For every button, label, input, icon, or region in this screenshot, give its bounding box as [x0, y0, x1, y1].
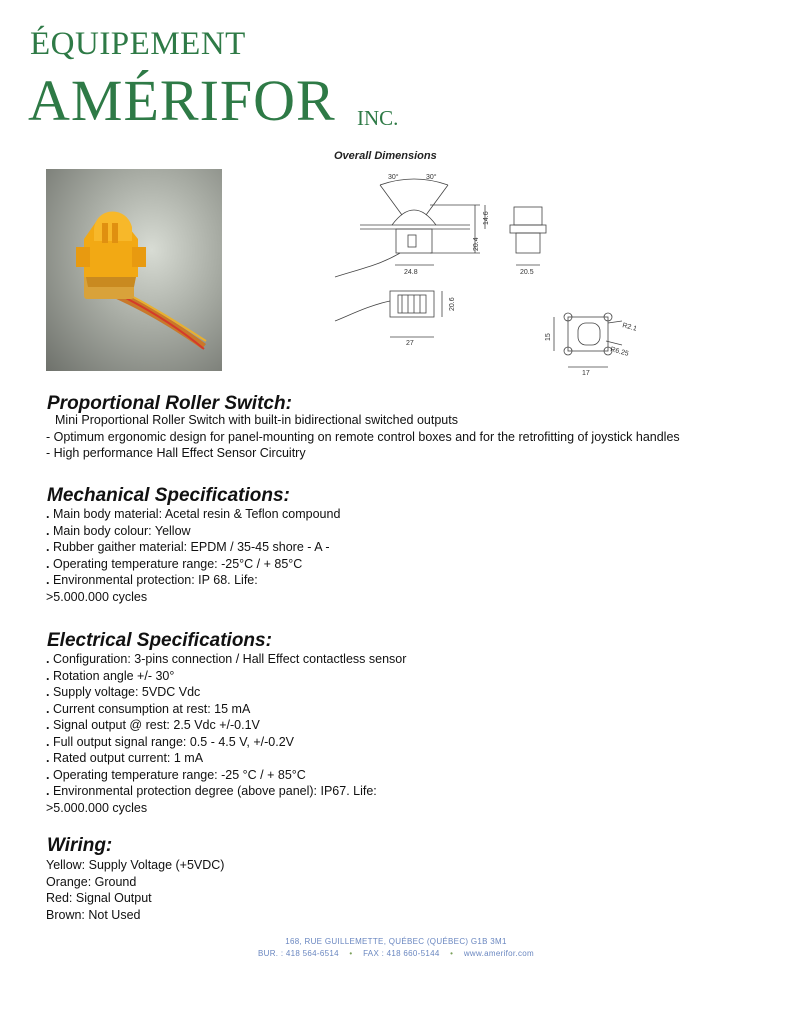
list-item: . Rotation angle +/- 30° — [46, 668, 175, 683]
electrical-list — [46, 651, 406, 816]
list-item: . Operating temperature range: -25°C / + 85°C — [46, 556, 303, 571]
label-angle-left: 30° — [388, 174, 399, 181]
list-item-continuation: >5.000.000 cycles — [46, 589, 148, 604]
list-item: Orange: Ground — [46, 874, 137, 889]
label-mount-height: 15 — [545, 333, 552, 341]
intro-line: - Optimum ergonomic design for panel-mounting on remote control boxes and for the retrofitting of joystick handles — [46, 429, 680, 444]
mechanical-title: Mechanical Specifications: — [47, 485, 290, 506]
intro-title: Proportional Roller Switch: — [47, 393, 292, 414]
list-item: . Full output signal range: 0.5 - 4.5 V, +/-0.2V — [46, 734, 294, 749]
list-item: . Environmental protection degree (above panel): IP67. Life: — [46, 784, 377, 798]
footer-contacts — [0, 949, 792, 958]
footer-fax: FAX : 418 660-5144 — [363, 949, 440, 958]
footer-address: 168, RUE GUILLEMETTE, QUÉBEC (QUÉBEC) G1B 3M1 — [285, 937, 507, 946]
list-item-continuation: >5.000.000 cycles — [46, 800, 148, 815]
intro-lines — [46, 412, 680, 462]
list-item: . Operating temperature range: -25 °C / + 85°C — [46, 767, 306, 782]
logo-line-1: ÉQUIPEMENT — [30, 26, 246, 62]
logo-line-2: AMÉRIFOR — [28, 68, 336, 133]
footer-separator: • — [450, 949, 454, 958]
wiring-list — [46, 857, 224, 923]
list-item: Red: Signal Output — [46, 891, 152, 905]
electrical-title: Electrical Specifications: — [47, 630, 272, 651]
label-height-top: 14.6 — [483, 211, 490, 225]
drawing-title: Overall Dimensions — [334, 150, 437, 162]
list-item: . Configuration: 3-pins connection / Hall Effect contactless sensor — [46, 652, 407, 666]
label-angle-right: 30° — [426, 174, 437, 181]
list-item: . Supply voltage: 5VDC Vdc — [46, 685, 201, 699]
label-height-front: 20.4 — [473, 237, 480, 251]
footer-phone: BUR. : 418 564-6514 — [258, 949, 339, 958]
wiring-title: Wiring: — [47, 835, 113, 856]
intro-line: - High performance Hall Effect Sensor Circuitry — [46, 446, 306, 460]
footer-web-link[interactable]: www.amerifor.com — [463, 949, 534, 958]
label-width-bottom: 27 — [406, 340, 414, 347]
intro-line: Mini Proportional Roller Switch with built-in bidirectional switched outputs — [55, 413, 458, 427]
list-item: . Rated output current: 1 mA — [46, 751, 204, 765]
list-item: Brown: Not Used — [46, 907, 141, 922]
footer-separator: • — [349, 949, 353, 958]
list-item: . Signal output @ rest: 2.5 Vdc +/-0.1V — [46, 718, 260, 732]
product-photo — [46, 169, 222, 371]
mechanical-list — [46, 506, 340, 605]
label-mount-width: 17 — [582, 370, 590, 377]
logo-suffix: INC. — [357, 106, 399, 130]
list-item: . Main body colour: Yellow — [46, 523, 191, 538]
list-item: . Environmental protection: IP 68. Life: — [46, 573, 258, 587]
label-radius-large: R6.25 — [609, 346, 630, 358]
label-width-front: 24.8 — [404, 269, 418, 276]
list-item: . Rubber gaither material: EPDM / 35-45 shore - A - — [46, 540, 330, 554]
label-width-side: 20.5 — [520, 269, 534, 276]
roller-switch-illustration — [46, 169, 222, 371]
list-item: Yellow: Supply Voltage (+5VDC) — [46, 858, 225, 872]
technical-drawing — [330, 165, 670, 380]
list-item: . Current consumption at rest: 15 mA — [46, 701, 251, 716]
label-height-bottom: 20.6 — [449, 297, 456, 311]
list-item: . Main body material: Acetal resin & Teflon compound — [46, 507, 341, 521]
label-radius-small: R2.1 — [621, 322, 638, 333]
dimension-drawings — [330, 165, 670, 385]
